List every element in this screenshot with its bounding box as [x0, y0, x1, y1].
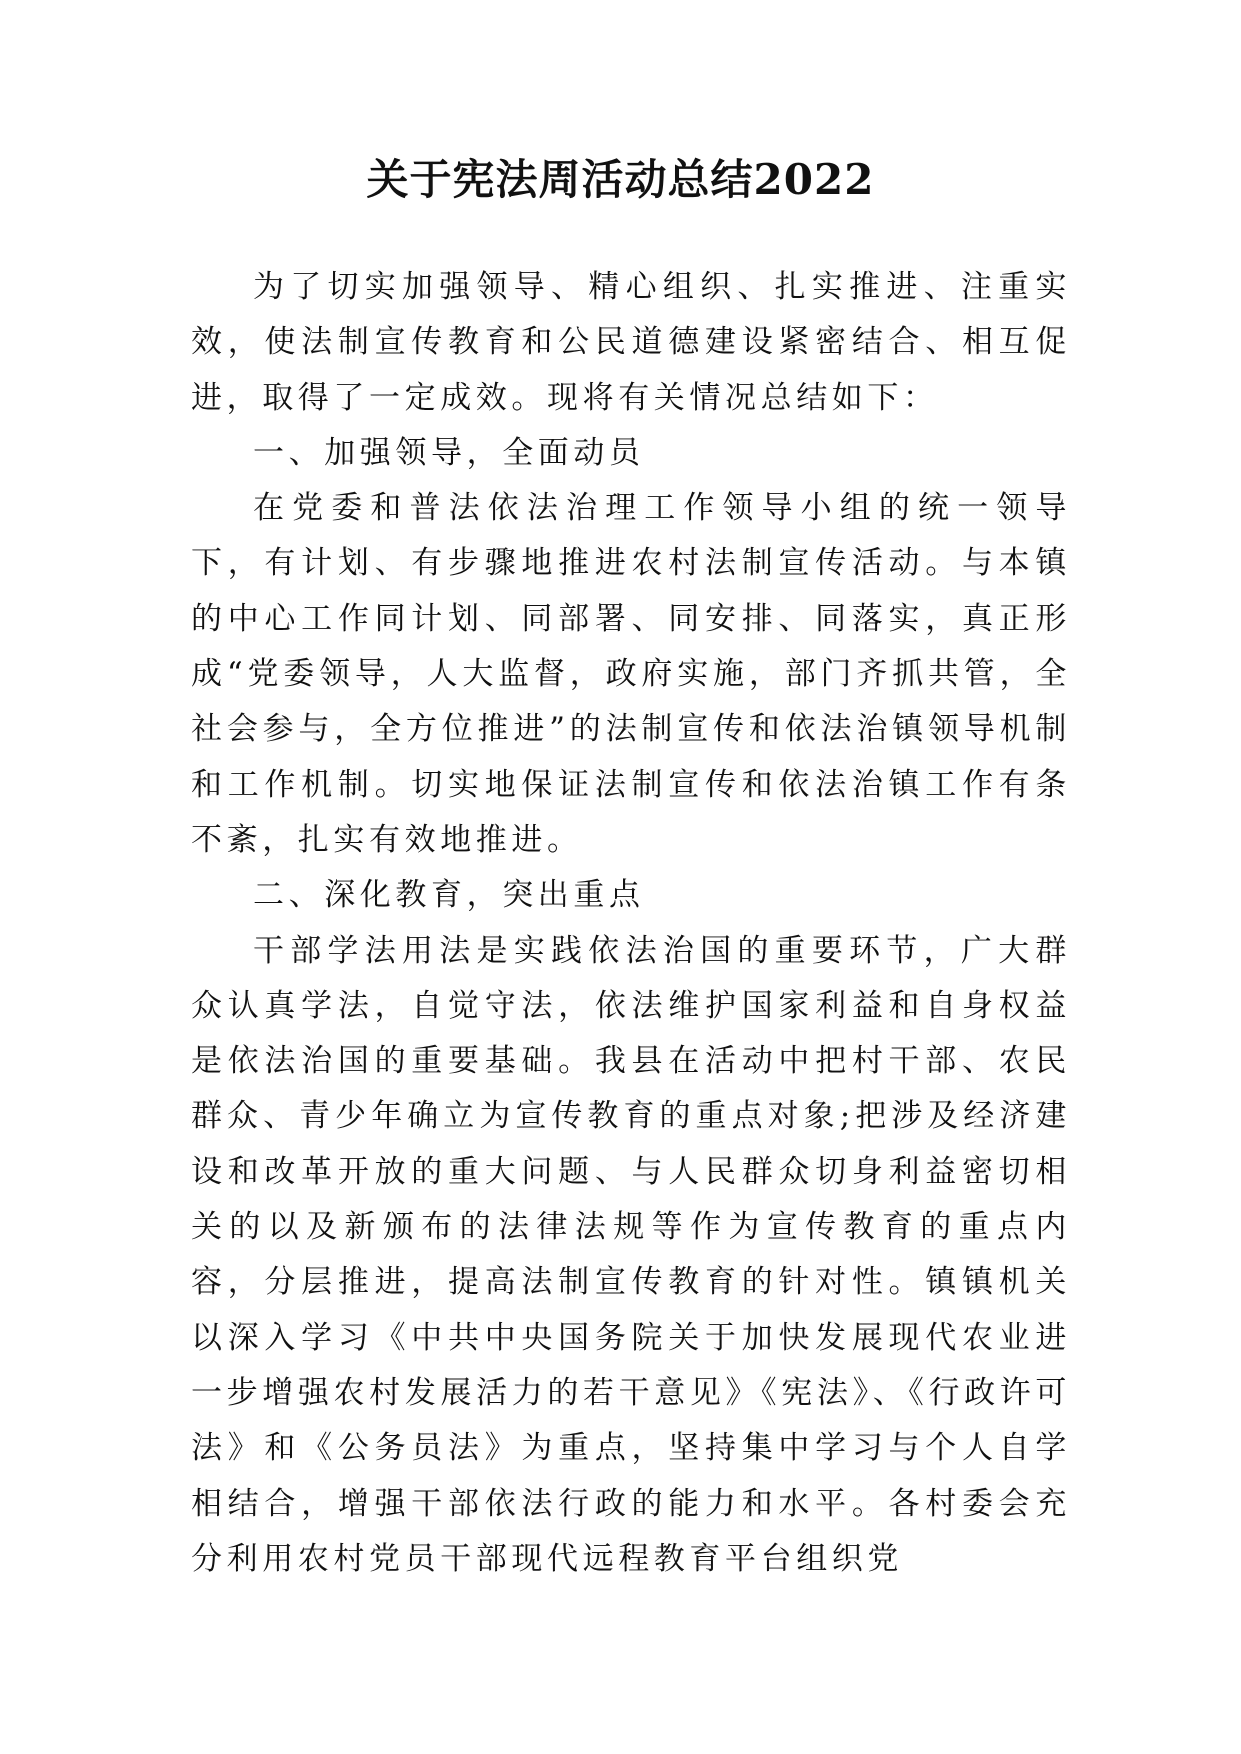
document-body: [191, 260, 1071, 1587]
intro-paragraph: 为了切实加强领导、精心组织、扎实推进、注重实效，使法制宣传教育和公民道德建设紧密结合、相互促进，取得了一定成效。现将有关情况总结如下：: [191, 269, 1071, 416]
section-1-paragraph: 在党委和普法依法治理工作领导小组的统一领导下，有计划、有步骤地推进农村法制宣传活动。与本镇的中心工作同计划、同部署、同安排、同落实，真正形成“党委领导，人大监督，政府实施，部门齐抓共管，全社会参与，全方位推进”的法制宣传和依法治镇领导机制和工作机制。切实地保证法制宣传和依法治镇工作有条不紊，扎实有效地推进。: [191, 490, 1071, 858]
section-2-paragraph: 干部学法用法是实践依法治国的重要环节，广大群众认真学法，自觉守法，依法维护国家利益和自身权益是依法治国的重要基础。我县在活动中把村干部、农民群众、青少年确立为宣传教育的重点对象;把涉及经济建设和改革开放的重大问题、与人民群众切身利益密切相关的以及新颁布的法律法规等作为宣传教育的重点内容，分层推进，提高法制宣传教育的针对性。镇镇机关以深入学习《中共中央国务院关于加快发展现代农业进一步增强农村发展活力的若干意见》《宪法》、《行政许可法》和《公务员法》为重点，坚持集中学习与个人自学相结合，增强干部依法行政的能力和水平。各村委会充分利用农村党员干部现代远程教育平台组织党: [191, 932, 1071, 1577]
section-heading-2: 二、深化教育，突出重点: [253, 877, 645, 914]
section-heading-1: 一、加强领导，全面动员: [253, 434, 645, 471]
document-title: 关于宪法周活动总结2022: [366, 155, 875, 204]
